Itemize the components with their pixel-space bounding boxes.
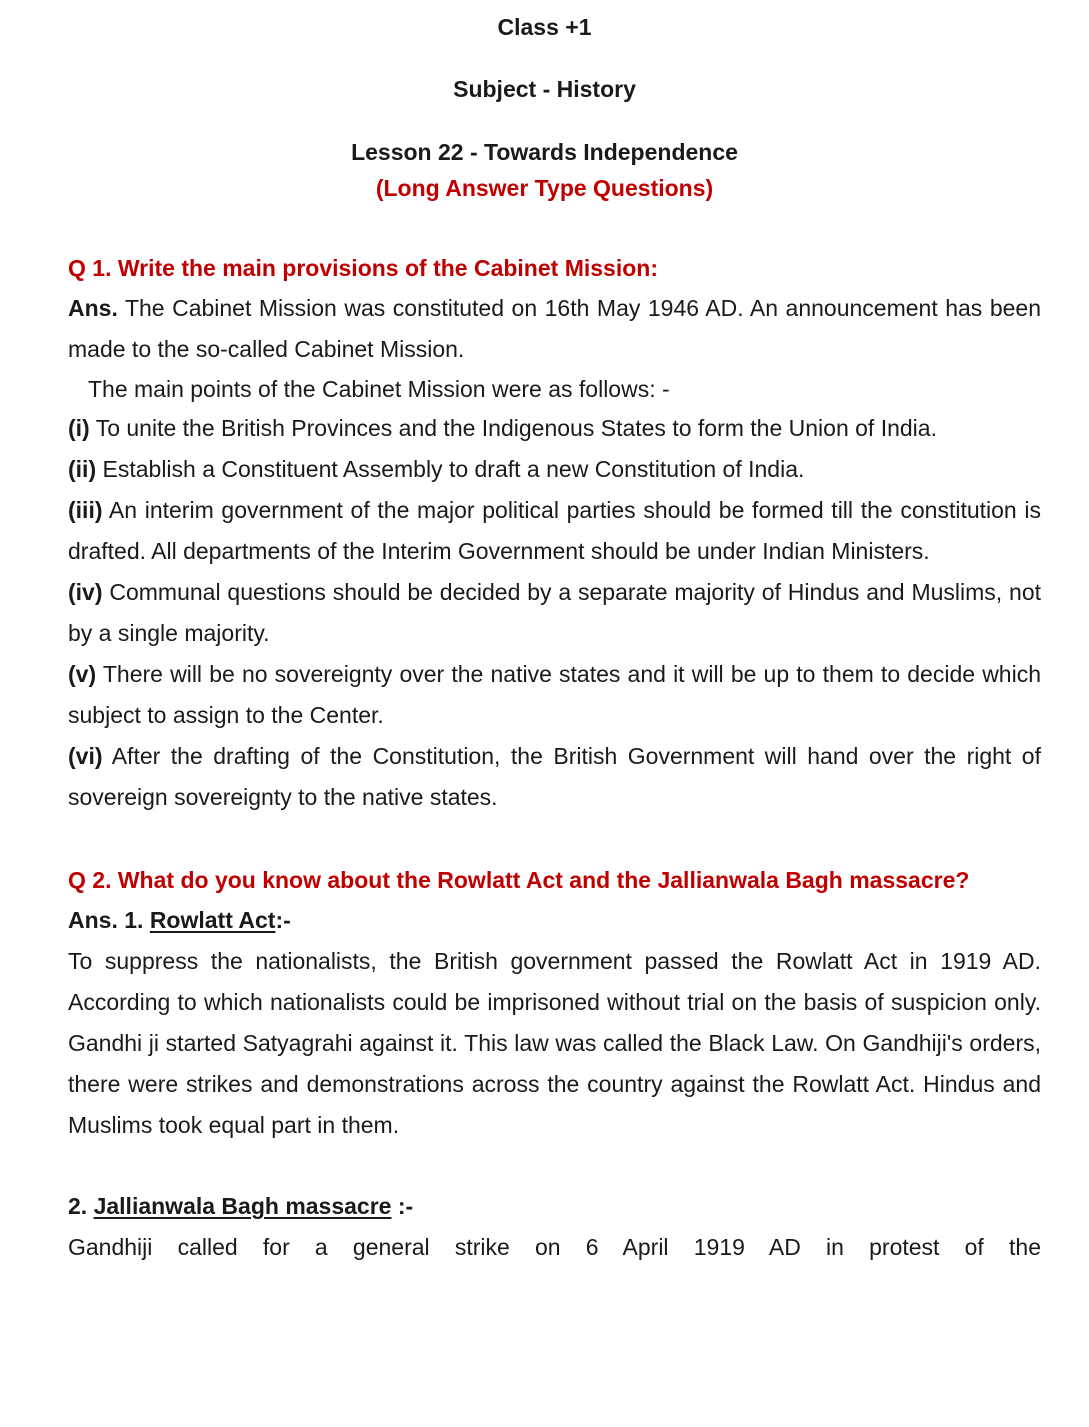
point-6-text: After the drafting of the Constitution, the British Government will hand over the right of sovereign sovereignty to the native states. (68, 743, 1041, 810)
jallianwala-text: Gandhiji called for a general strike on 6 April 1919 AD in protest of the (68, 1234, 1041, 1260)
answer-1-text (68, 288, 1041, 370)
subject-heading: Subject - History (453, 76, 636, 102)
jallianwala-suffix: :- (391, 1193, 414, 1219)
section-spacer (68, 818, 1041, 860)
jallianwala-label: 2. (68, 1193, 94, 1219)
rowlatt-act-suffix: :- (275, 907, 291, 933)
question-2: Q 2. What do you know about the Rowlatt Act and the Jallianwala Bagh massacre? (68, 867, 970, 893)
question-type-subtitle: (Long Answer Type Questions) (375, 175, 714, 201)
answer-2-label: Ans. 1. (68, 907, 150, 933)
point-3-label: (iii) (68, 497, 103, 523)
point-5-text: There will be no sovereignty over the native states and it will be up to them to decide which subject to assign to the Center. (68, 661, 1041, 728)
jallianwala-heading (68, 1186, 1041, 1227)
answer-2-heading (68, 900, 1041, 941)
jallianwala-title: Jallianwala Bagh massacre (93, 1193, 392, 1219)
point-4-label: (iv) (68, 579, 103, 605)
point-3 (68, 490, 1041, 572)
rowlatt-act-text: To suppress the nationalists, the British government passed the Rowlatt Act in 1919 AD. According to which nationalists could be imprisoned without trial on the basis of suspicion only. Gandhi ji started Satyagrahi against it. This law was called the Black Law. On Gandhiji's orders, there were strikes and demonstrations across the country against the Rowlatt Act. Hindus and Muslims took equal part in them. (68, 948, 1041, 1138)
point-3-text: An interim government of the major political parties should be formed till the constitution is drafted. All departments of the Interim Government should be under Indian Ministers. (68, 497, 1041, 564)
point-6-label: (vi) (68, 743, 103, 769)
point-1 (68, 408, 1041, 449)
point-2 (68, 449, 1041, 490)
point-2-label: (ii) (68, 456, 97, 482)
lesson-title: Lesson 22 - Towards Independence (351, 139, 738, 165)
class-heading: Class +1 (497, 14, 592, 40)
section-spacer-2 (68, 1146, 1041, 1186)
answer-1-body: The Cabinet Mission was constituted on 16th May 1946 AD. An announcement has been made to the so-called Cabinet Mission. (68, 295, 1041, 362)
point-6 (68, 736, 1041, 818)
point-1-label: (i) (68, 415, 90, 441)
answer-1-label: Ans. (68, 295, 118, 321)
rowlatt-act-title: Rowlatt Act (149, 907, 276, 933)
point-4 (68, 572, 1041, 654)
point-5-label: (v) (68, 661, 97, 687)
point-2-text: Establish a Constituent Assembly to draft a new Constitution of India. (96, 456, 805, 482)
document-body (68, 248, 1041, 1268)
answer-1-intro: The main points of the Cabinet Mission were as follows: - (88, 376, 670, 402)
point-5 (68, 654, 1041, 736)
point-1-text: To unite the British Provinces and the Indigenous States to form the Union of India. (89, 415, 937, 441)
point-4-text: Communal questions should be decided by a separate majority of Hindus and Muslims, not by a single majority. (68, 579, 1041, 646)
question-1: Q 1. Write the main provisions of the Cabinet Mission: (68, 255, 658, 281)
